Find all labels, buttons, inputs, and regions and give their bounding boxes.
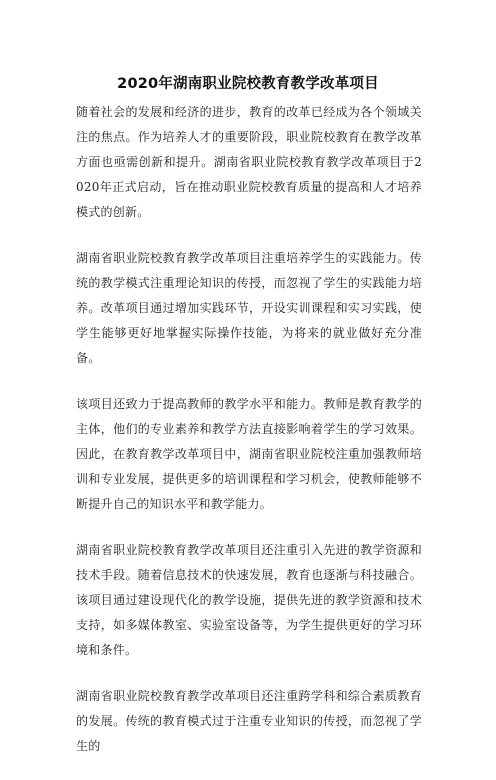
paragraph-5: 湖南省职业院校教育教学改革项目还注重跨学科和综合素质教育的发展。传统的教育模式过于注重专业知识的传授，而忽视了学生的: [76, 689, 422, 753]
document-title: 2020年湖南职业院校教育教学改革项目: [117, 75, 379, 92]
paragraph-3: 该项目还致力于提高教师的教学水平和能力。教师是教育教学的主体，他们的专业素养和教学方法直接影响着学生的学习效果。因此，在教育教学改革项目中，湖南省职业院校注重加强教师培训和专业发展，提供更多的培训课程和学习机会，使教师能够不断提升自己的知识水平和教学能力。: [76, 397, 422, 511]
paragraph-1: 随着社会的发展和经济的进步，教育的改革已经成为各个领域关注的焦点。作为培养人才的重要阶段，职业院校教育在教学改革方面也亟需创新和提升。湖南省职业院校教育教学改革项目于2020年正式启动，旨在推动职业院校教育质量的提高和人才培养模式的创新。: [76, 105, 422, 219]
paragraph-4: 湖南省职业院校教育教学改革项目还注重引入先进的教学资源和技术手段。随着信息技术的快速发展，教育也逐渐与科技融合。该项目通过建设现代化的教学设施，提供先进的教学资源和技术支持，如多媒体教室、实验室设备等，为学生提供更好的学习环境和条件。: [76, 543, 422, 657]
paragraph-2: 湖南省职业院校教育教学改革项目注重培养学生的实践能力。传统的教学模式注重理论知识的传授，而忽视了学生的实践能力培养。改革项目通过增加实践环节，开设实训课程和实习实践，使学生能够更好地掌握实际操作技能，为将来的就业做好充分准备。: [76, 251, 422, 365]
document-body: [76, 100, 422, 780]
